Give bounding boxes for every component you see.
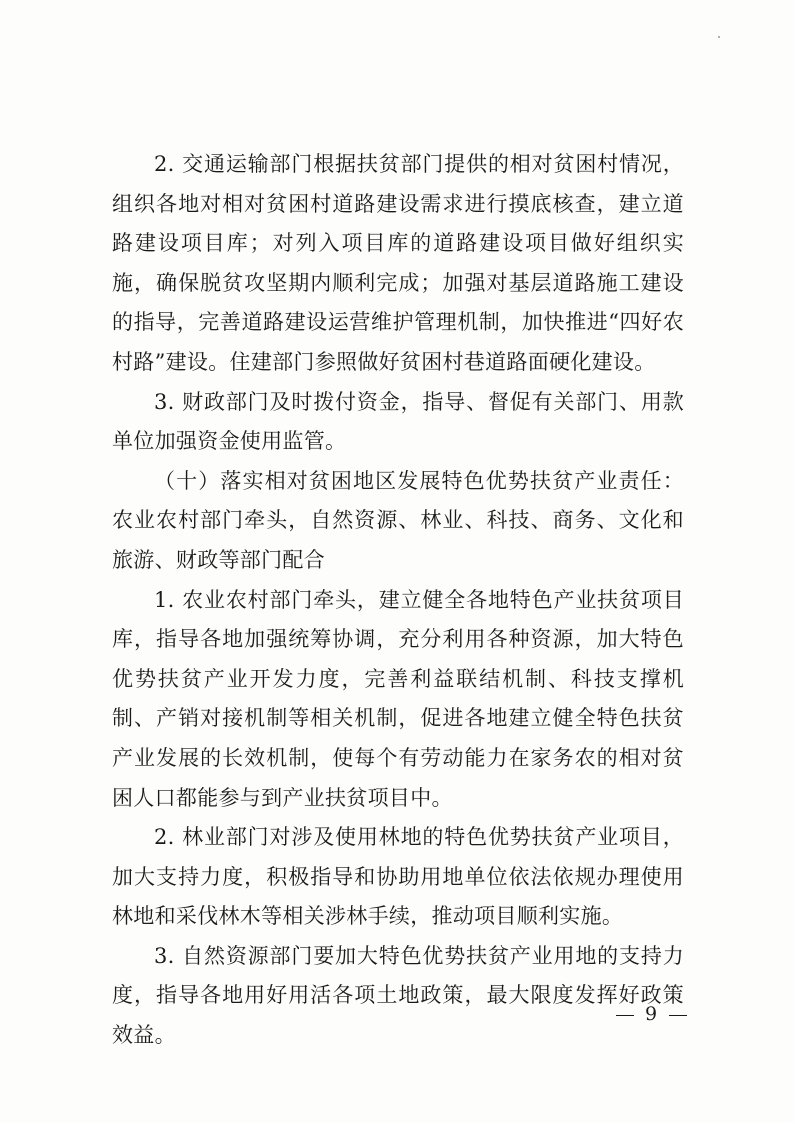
document-body: [112, 145, 684, 1056]
page-number-left-dash: [616, 1015, 634, 1016]
page-number-right-dash: [669, 1015, 687, 1016]
paragraph-agriculture: 1. 农业农村部门牵头，建立健全各地特色产业扶贫项目库，指导各地加强统筹协调，充分利用各种资源，加大特色优势扶贫产业开发力度，完善利益联结机制、科技支撑机制、产销对接机制等相关机制，促进各地建立健全特色扶贫产业发展的长效机制，使每个有劳动能力在家务农的相对贫困人口都能参与到产业扶贫项目中。: [112, 587, 684, 810]
paragraph-finance: 3. 财政部门及时拨付资金，指导、督促有关部门、用款单位加强资金使用监管。: [112, 389, 684, 454]
page-number-value: 9: [645, 1003, 659, 1025]
page-number: [612, 1003, 691, 1025]
paragraph-natural-resources: 3. 自然资源部门要加大特色优势扶贫产业用地的支持力度，指导各地用好用活各项土地政策，最大限度发挥好政策效益。: [112, 943, 684, 1048]
scan-speck: [718, 36, 720, 38]
section-heading-ten: （十）落实相对贫困地区发展特色优势扶贫产业责任：农业农村部门牵头，自然资源、林业、科技、商务、文化和旅游、财政等部门配合: [112, 468, 684, 572]
paragraph-transport: 2. 交通运输部门根据扶贫部门提供的相对贫困村情况，组织各地对相对贫困村道路建设需求进行摸底核查，建立道路建设项目库；对列入项目库的道路建设项目做好组织实施，确保脱贫攻坚期内顺利完成；加强对基层道路施工建设的指导，完善道路建设运营维护管理机制，加快推进“四好农村路”建设。住建部门参照做好贫困村巷道路面硬化建设。: [112, 152, 684, 374]
paragraph-forestry: 2. 林业部门对涉及使用林地的特色优势扶贫产业项目，加大支持力度，积极指导和协助用地单位依法依规办理使用林地和采伐林木等相关涉林手续，推动项目顺利实施。: [112, 825, 684, 929]
